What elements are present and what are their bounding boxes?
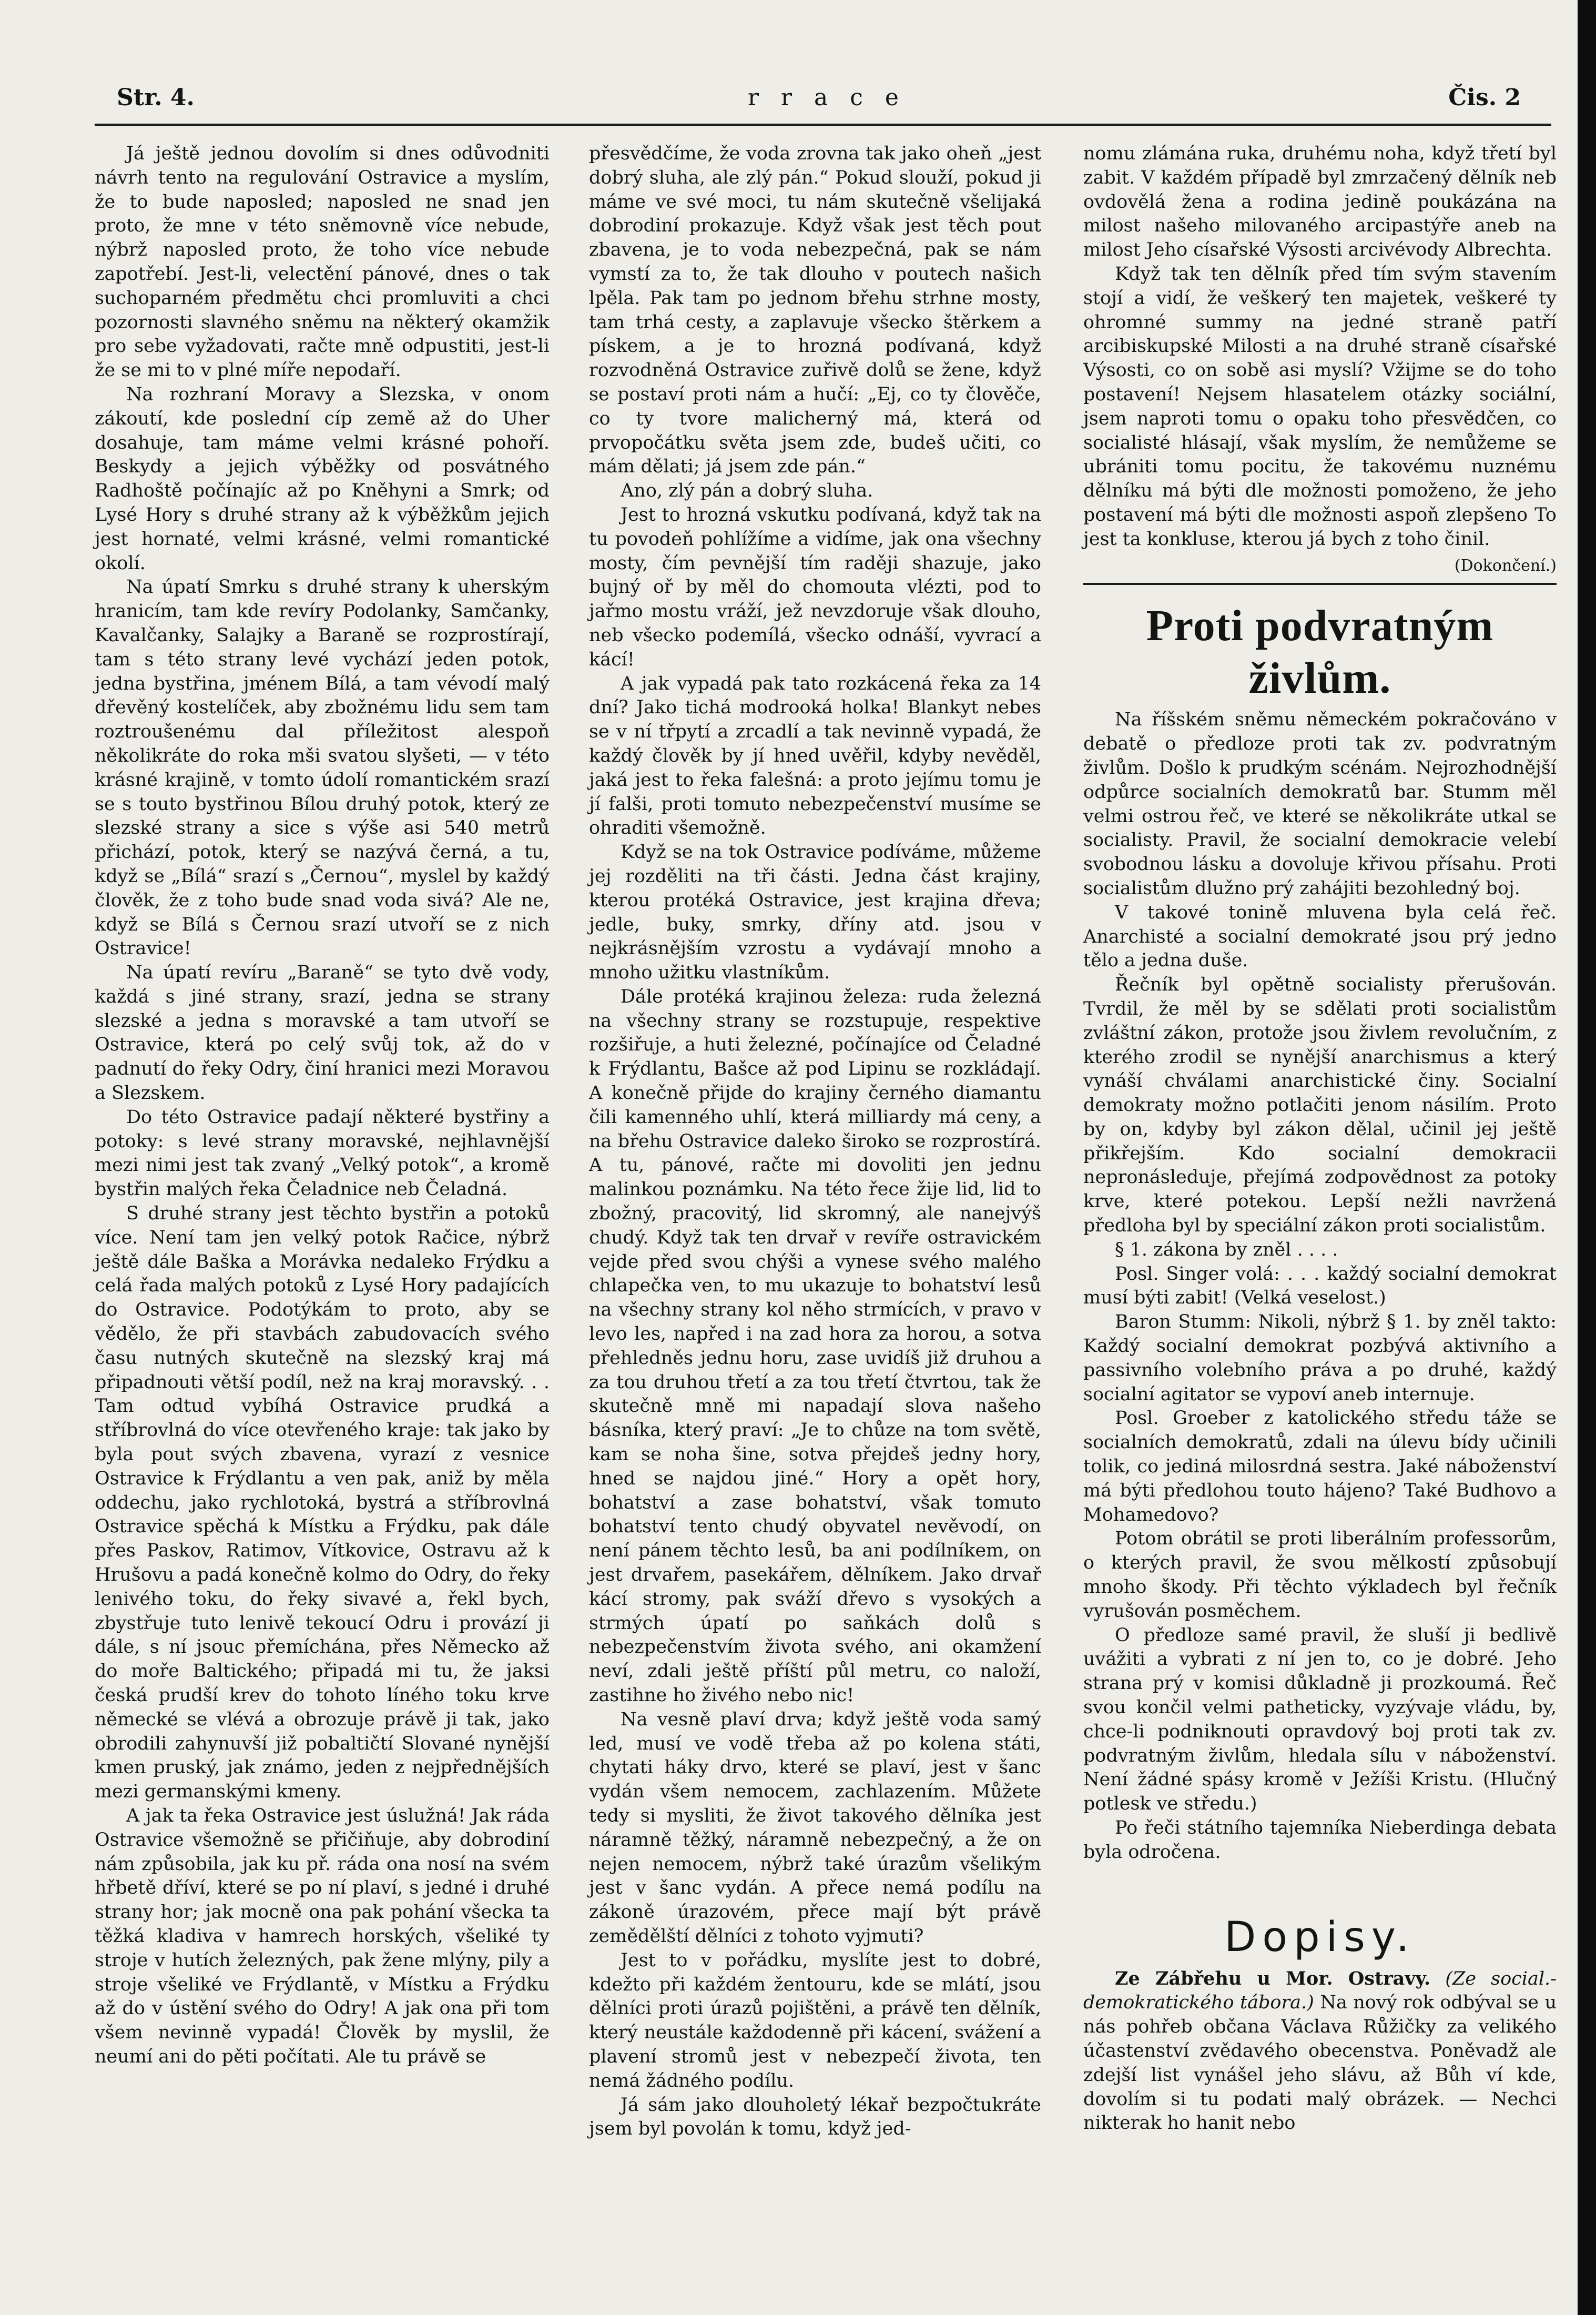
- article-divider: [1083, 583, 1557, 585]
- paragraph: S druhé strany jest těchto bystřin a potoků více. Není tam jen velký potok Račice, nýbrž ještě dále Baška a Morávka nedaleko Frýdku a celá řada malých potoků z Lysé Hory padajících do Ostravice. Podotýkám to proto, aby se vědělo, že při stavbách zabudovacích svého času nutných skutečně na slezský kraj má připadnouti větší podíl, než na kraj moravský. . . Tam odtud vybíhá Ostravice prudká a stříbrovlná do více otevřeného kraje: tak jako by byla pout svých zbavena, vyrazí z vesnice Ostravice k Frýdlantu a ven pak, aniž by měla oddechu, jako rychlotoká, bystrá a stříbrovlná Ostravice spěchá k Místku a Frýdku, pak dále přes Paskov, Ratimov, Vítkovice, Ostravu až k Hrušovu a padá konečně kolmo do Odry, do řeky lenivého toku, do řeky sivavé a, řekl bych, zbystřuje tuto lenivě tekoucí Odru i provází ji dále, s ní jsouc přemíchána, přes Německo až do moře Baltického; připadá mi tu, že jaksi česká prudší krev do tohoto líného toku krve německé se vlévá a obrozuje právě ji tak, jako obrodili zahynuvší již pobaltičtí Slované nynější kmen pruský, jak známo, jeden z nejpřednějších mezi germanskými kmeny.: [95, 1203, 550, 1803]
- paragraph: Baron Stumm: Nikoli, nýbrž § 1. by zněl takto: Každý socialní demokrat pozbývá aktivního a passivního volebního práva a po druhé, každý socialní agitator se vypoví aneb internuje.: [1083, 1311, 1557, 1405]
- paragraph: Jest to v pořádku, myslíte jest to dobré, kdežto při každém žentouru, kde se mlátí, jsou dělníci proti úrazů pojištěni, a právě ten dělník, který neustále každodenně při kácení, svážení a plavení stromů jest v nebezpečí života, ten nemá žádného podílu.: [589, 1949, 1041, 2091]
- paragraph: Posl. Groeber z katolického středu táže se socialních demokratů, zdali na úlevu bídy učinili tolik, co jediná milosrdná sestra. Jaké náboženství má býti předlohou touto hájeno? Také Budhovo a Mohamedovo?: [1083, 1408, 1557, 1525]
- column-3: [1083, 142, 1557, 2136]
- paragraph: Když tak ten dělník před tím svým stavením stojí a vidí, že veškerý ten majetek, veškeré ty ohromné summy na jedné straně patří arcibiskupské Milosti a na druhé straně císařské Výsosti, co on sobě asi myslí? Vžijme se do toho postavení! Nejsem hlasatelem otázky sociální, jsem naproti tomu o opaku toho přesvědčen, co socialisté hlásají, však myslím, že nemůžeme se ubrániti tomu pocitu, že takovému nuznému dělníku má býti dle možnosti pomoženo, že jeho postavení má býti dle možnosti aspoň zlepšeno To jest ta konkluse, kterou já bych z toho činil.: [1083, 263, 1557, 550]
- paragraph: Po řeči státního tajemníka Nieberdinga debata byla odročena.: [1083, 1817, 1557, 1863]
- paragraph: Já sám jako dlouholetý lékař bezpočtukráte jsem byl povolán k tomu, když jed-: [589, 2094, 1041, 2140]
- header-rule: [95, 124, 1551, 126]
- paragraph: A jak ta řeka Ostravice jest úslužná! Jak ráda Ostravice všemožně se přičiňuje, aby dobrodiní nám způsobila, jak ku př. ráda ona nosí na svém hřbetě dříví, které se po ní plaví, s jedné i druhé strany hor; jak mocně ona pak pohání všecka ta těžká kladiva v hamrech horských, všeliké ty stroje v hutích železných, pak žene mlýny, pily a stroje všeliké ve Frýdlantě, v Místku a Frýdku až do v ústění svého do Odry! A jak ona při tom všem nevinně vypadá! Člověk by myslil, že neumí ani do pěti počítati. Ale tu právě se: [95, 1805, 550, 2067]
- letter-place: Ze Zábřehu u Mor. Ostravy.: [1115, 1967, 1431, 1989]
- paragraph: § 1. zákona by zněl . . . .: [1115, 1239, 1338, 1260]
- paragraph: Jest to hrozná vskutku podívaná, když tak na tu povodeň pohlížíme a vidíme, jak ona všechny mosty, čím pevnější tím raději shazuje, jako bujný oř by měl do chomouta vlézti, pod to jařmo mostu vráží, jež nevzdoruje však dlouho, neb všecko podemílá, všecko odnáší, vyvrací a kácí!: [589, 504, 1041, 670]
- paragraph: Řečník byl opětně socialisty přerušován. Tvrdil, že měl by se sdělati proti socialistům zvláštní zákon, protože jsou živlem revolučním, z kterého zrodil se nynější anarchismus a který vynáší chválami anarchistické činy. Socialní demokraty možno potlačiti jenom násilím. Proto by on, kdyby byl zákon dělal, učinil jej ještě přikřejším. Kdo socialní demokracii nepronásleduje, přejímá zodpovědnost za potoky krve, které potekou. Lepší nežli navržená předloha byl by speciální zákon proti socialistům.: [1083, 974, 1557, 1237]
- paragraph: Do této Ostravice padají některé bystřiny a potoky: s levé strany moravské, nejhlavnější mezi nimi jest tak zvaný „Velký potok“, a kromě bystřin malých řeka Čeladnice neb Čeladná.: [95, 1106, 550, 1200]
- letter-source: (Ze social.-demokratického tábora.): [1083, 1968, 1557, 2014]
- paragraph: Potom obrátil se proti liberálním professorům, o kterých pravil, že svou mělkostí způsobují mnoho škody. Při těchto výkladech byl řečník vyrušován posměchem.: [1083, 1528, 1557, 1622]
- letter-text: Na nový rok odbýval se u nás pohřeb občana Václava Růžičky za velikého účastenství zvědavého obecenstva. Poněvadž ale zdejší list vynášel jeho slávu, až Bůh ví kde, dovolím si tu podati malý obrázek. — Nechci nikterak ho hanit nebo: [1083, 1992, 1557, 2134]
- paragraph: přesvědčíme, že voda zrovna tak jako oheň „jest dobrý sluha, ale zlý pán.“ Pokud slouží, pokud ji máme ve své moci, tu nám skutečně všelijaká dobrodiní prokazuje. Když však jest těch pout zbavena, je to voda nebezpečná, pak se nám vymstí za to, že tak dlouho v poutech našich lpěla. Pak tam po jednom břehu strhne mosty, tam trhá cesty, a zaplavuje všecko štěrkem a pískem, a je to hrozná podívaná, když rozvodněná Ostravice zuřivě dolů se žene, když se postaví proti nám a hučí: „Ej, co ty člověče, co ty tvore malicherný má, která od prvopočátku světa jsem zde, budeš učiti, co mám dělati; já jsem zde pán.“: [589, 143, 1041, 478]
- paragraph: Posl. Singer volá: . . . každý socialní demokrat musí býti zabit! (Velká veselost.): [1083, 1263, 1557, 1309]
- paragraph: Dále protéká krajinou železa: ruda železná na všechny strany se rozstupuje, respektive rozšiřuje, a huti železné, počínajíce od Čeladné k Frýdlantu, Bašce až pod Lipinu se rozkládají. A konečně přijde do krajiny černého diamantu čili kamenného uhlí, která milliardy má ceny, a na břehu Ostravice daleko široko se rozprostírá. A tu, pánové, račte mi dovoliti jen jednu malinkou poznámku. Na této řece žije lid, lid to zbožný, pracovitý, lid skromný, ale nanejvýš chudý. Když tak ten drvař v revíře ostravickém vejde před svou chýši a vynese svého malého chlapečka ven, to mu ukazuje to bohatství lesů na všechny strany kol něho strmících, v pravo v levo les, napřed i na zad hora za horou, a sotva přehledněs jednu horu, zase uvidíš již druhou a za tou druhou třetí a za tou třetí čtvrtou, tak že skutečně mně mi napadají slova našeho básníka, který praví: „Je to chůze na tom světě, kam se noha šine, sotva přejdeš jedny hory, hned se najdou jiné.“ Hory a opět hory, bohatství a zase bohatství, však tomuto bohatství tento chudý obyvatel nevěvodí, on není pánem těchto lesů, ba ani podílníkem, on jest drvařem, pasekářem, dělníkem. Jako drvař kácí stromy, pak sváží dřevo s vysokých a strmých úpatí po saňkách dolů s nebezpečenstvím života svého, ani okamžení neví, zdali ještě příští půl metru, co naloží, zastihne ho živého nebo nic!: [589, 986, 1041, 1706]
- issue-number: Čis. 2: [1448, 84, 1521, 111]
- article-headline: Proti podvratným živlům.: [1146, 601, 1494, 703]
- paragraph: Když se na tok Ostravice podíváme, můžeme jej rozděliti na tři části. Jedna část krajiny, kterou protéká Ostravice, jest krajina dřeva; jedle, buky, smrky, dříny atd. jsou v nejkrásnějším vzrostu a vydávají mnoho a mnoho užitku vlastníkům.: [589, 842, 1041, 984]
- paragraph: Na úpatí revíru „Baraně“ se tyto dvě vody, každá s jiné strany, srazí, jedna se strany slezské a jedna s moravské a tam utvoří se Ostravice, která po celý svůj tok, až do v padnutí do řeky Odry, činí hranici mezi Moravou a Slezskem.: [95, 962, 550, 1104]
- paragraph: nomu zlámána ruka, druhému noha, když třetí byl zabit. V každém případě byl zmrzačený dělník neb ovdovělá žena a rodina jedině poukázána na milost našeho milovaného arcipastýře aneb na milost Jeho císařské Výsosti arcivévody Albrechta.: [1083, 143, 1557, 261]
- continuation-note: (Dokončení.): [1454, 556, 1557, 575]
- paragraph: Já ještě jednou dovolím si dnes odůvodniti návrh tento na regulování Ostravice a myslím, že to bude naposled; naposled ne snad jen proto, že mne v této sněmovně více nebude, nýbrž naposled proto, že toho více nebude zapotřebí. Jest-li, velectění pánové, dnes o tak suchoparném předmětu chci promluviti a chci pozornosti slavného sněmu na některý okamžik pro sebe vyžadovati, račte mně odpustiti, jest-li že se mi to v plné míře nepodaří.: [95, 143, 550, 381]
- scan-edge: [1578, 0, 1596, 2315]
- paragraph: Na rozhraní Moravy a Slezska, v onom zákoutí, kde poslední cíp země až do Uher dosahuje, tam máme velmi krásné pohoří. Beskydy a jejich výběžky od posvátného Radhoště počínajíc až po Kněhyni a Smrk; od Lysé Hory s druhé strany až k výběžkům jejich jest hornaté, velmi krásné, velmi romantické okolí.: [95, 383, 550, 574]
- letter-paragraph: [1083, 1967, 1557, 2136]
- page-header: [117, 84, 1521, 121]
- paragraph: Na říšském sněmu německém pokračováno v debatě o předloze proti tak zv. podvratným živlům. Došlo k prudkým scénám. Nejrozhodnější odpůrce socialních demokratů bar. Stumm měl velmi ostrou řeč, ve které se několikráte utkal se socialisty. Pravil, že socialní demokracie velebí svobodnou lásku a dovoluje křivou přísahu. Proti socialistům dlužno prý zahájiti bezohledný boj.: [1083, 709, 1557, 899]
- column-1: [95, 142, 550, 2069]
- section-heading: Dopisy.: [1224, 1913, 1416, 1961]
- page-number: Str. 4.: [117, 84, 195, 111]
- masthead-title: r r a c e: [748, 84, 906, 111]
- paragraph: O předloze samé pravil, že sluší ji bedlivě uvážiti a vybrati z ní jen to, co je dobré. Jeho strana prý v komisi důkladně ji prozkoumá. Řeč svou končil velmi patheticky, vyzývaje vládu, by, chce-li podniknouti opravdový boj proti tak zv. podvratným živlům, hledala sílu v náboženství. Není žádné spásy kromě v Ježíši Kristu. (Hlučný potlesk ve středu.): [1083, 1624, 1557, 1815]
- paragraph: Ano, zlý pán a dobrý sluha.: [621, 480, 873, 502]
- paragraph: Na úpatí Smrku s druhé strany k uherským hranicím, tam kde revíry Podolanky, Samčanky, Kavalčanky, Salajky a Baraně se rozprostírají, tam s této strany levé vychází jeden potok, jedna bystřina, jménem Bílá, a tam vévodí malý dřevěný kostelíček, aby zbožnému lidu sem tam roztroušenému dal příležitost alespoň několikráte do roka mši svatou slyšeti, — v této krásné krajině, v tomto údolí romantickém srazí se s touto bystřinou Bílou druhý potok, který ze slezské strany a sice s výše asi 540 metrů přichází, potok, který se nazývá černá, a tu, když se „Bílá“ srazí s „Černou“, myslel by každý člověk, že z toho bude snad voda sivá? Ale ne, když se Bílá s Černou srazí utvoří se z nich Ostravice!: [95, 577, 550, 959]
- paragraph: Na vesně plaví drva; když ještě voda samý led, musí ve vodě třeba až po kolena státi, chytati háky drvo, které se plaví, jest v šanc vydán všem nemocem, zachlazením. Můžete tedy si mysliti, že život takového dělníka jest náramně těžký, náramně nebezpečný, a že on nejen nemocem, nýbrž také úrazům všelikým jest v šanc vydán. A přece nemá podílu na zákoně úrazovém, přece mají být právě zemědělští dělníci z tohoto vyjmuti?: [589, 1709, 1041, 1947]
- column-2: [589, 142, 1041, 2141]
- paragraph: A jak vypadá pak tato rozkácená řeka za 14 dní? Jako tichá modrooká holka! Blankyt nebes se v ní třpytí a zrcadlí a tak nevinně vypadá, že každý člověk by jí hned uvěřil, kdyby nevěděl, jaká jest to řeka falešná: a proto jejímu tomu je jí falši, proti tomuto nebezpečenství musíme se ohraditi všemožně.: [589, 673, 1041, 839]
- paragraph: V takové tonině mluvena byla celá řeč. Anarchisté a socialní demokraté jsou prý jedno tělo a jedna duše.: [1083, 902, 1557, 972]
